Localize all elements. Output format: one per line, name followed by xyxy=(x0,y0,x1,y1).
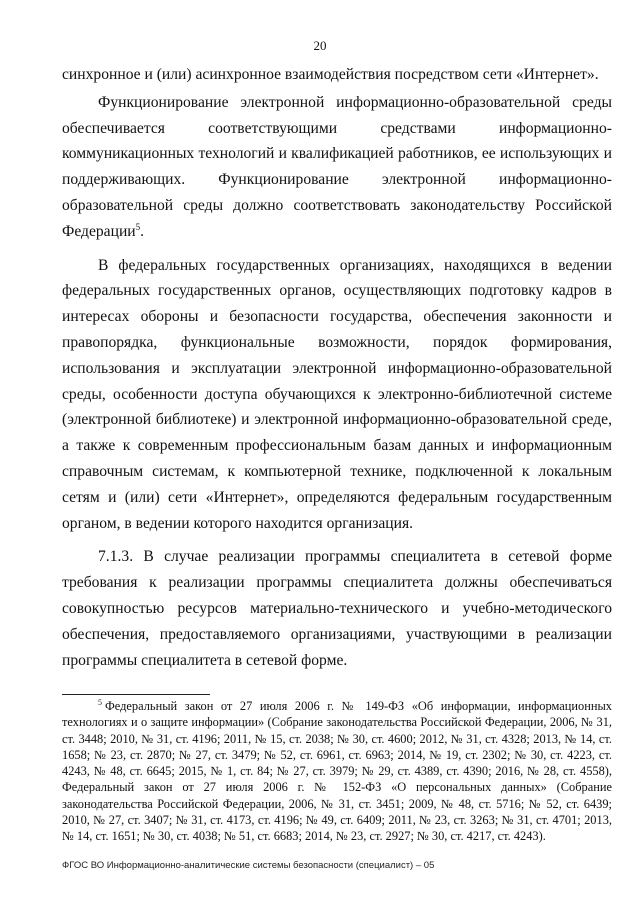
page-footer: ФГОС ВО Информационно-аналитические системы безопасности (специалист) – 05 xyxy=(62,860,435,871)
footnote-reference: 5 xyxy=(135,221,141,232)
footnotes xyxy=(62,698,612,845)
footnote-item xyxy=(62,698,612,845)
footnote-marker: 5 xyxy=(98,698,102,707)
paragraph-continuation: синхронное и (или) асинхронное взаимодействия посредством сети «Интернет». xyxy=(62,66,599,83)
paragraph-eios-functioning-text: Функционирование электронной информационно-образовательной среды обеспечивается соответствующими средствами информационно-коммуникационных технологий и квалификацией работников, ее использующих и поддерживающих. Функционирование электронной информационно-образовательной среды должно соответствовать законодательству Российской Федерации xyxy=(62,93,612,240)
footnote-separator xyxy=(62,694,210,695)
paragraph-eios-functioning-end: . xyxy=(140,222,145,240)
page-number: 20 xyxy=(313,38,327,53)
paragraph-federal-organizations: В федеральных государственных организациях, находящихся в ведении федеральных государственных органов, осуществляющих подготовку кадров в интересах обороны и безопасности государства, обеспечения законности и правопорядка, функциональные возможности, порядок формирования, использования и эксплуатации электронной информационно-образовательной среды, особенности доступа обучающихся к электронно-библиотечной системе (электронной библиотеке) и электронной информационно-образовательной среде, а также к современным профессиональным базам данных и информационным справочным системам, к компьютерной технике, подключенной к локальным сетям и (или) сети «Интернет», определяются федеральным государственным органом, в ведении которого находится организация. xyxy=(62,256,612,532)
document-body xyxy=(62,62,612,675)
paragraph-network-form: 7.1.3. В случае реализации программы специалитета в сетевой форме требования к реализации программы специалитета должны обеспечиваться совокупностью ресурсов материально-технического и учебно-методического обеспечения, предоставляемого организациями, участвующими в реализации программы специалитета в сетевой форме. xyxy=(62,548,612,669)
paragraph-eios-functioning xyxy=(62,90,612,245)
footnote-text: Федеральный закон от 27 июля 2006 г. № 149-ФЗ «Об информации, информационных технологиях и о защите информации» (Собрание законодательства Российской Федерации, 2006, № 31, ст. 3448; 2010, № 31, ст. 4196; 2011, № 15, ст. 2038; № 30, ст. 4600; 2012, № 31, ст. 4328; 2013, № 14, ст. 1658; № 23, ст. 2870; № 27, ст. 3479; № 52, ст. 6961, ст. 6963; 2014, № 19, ст. 2302; № 30, ст. 4223, ст. 4243, № 48, ст. 6645; 2015, № 1, ст. 84; № 27, ст. 3979; № 29, ст. 4389, ст. 4390; 2016, № 28, ст. 4558), Федеральный закон от 27 июля 2006 г. № 152-ФЗ «О персональных данных» (Собрание законодательства Российской Федерации, 2006, № 31, ст. 3451; 2009, № 48, ст. 5716; № 52, ст. 6439; 2010, № 27, ст. 3407; № 31, ст. 4173, ст. 4196; № 49, ст. 6409; 2011, № 23, ст. 3263; № 31, ст. 4701; 2013, № 14, ст. 1651; № 30, ст. 4038; № 51, ст. 6683; 2014, № 23, ст. 2927; № 30, ст. 4217, ст. 4243). xyxy=(62,699,612,844)
